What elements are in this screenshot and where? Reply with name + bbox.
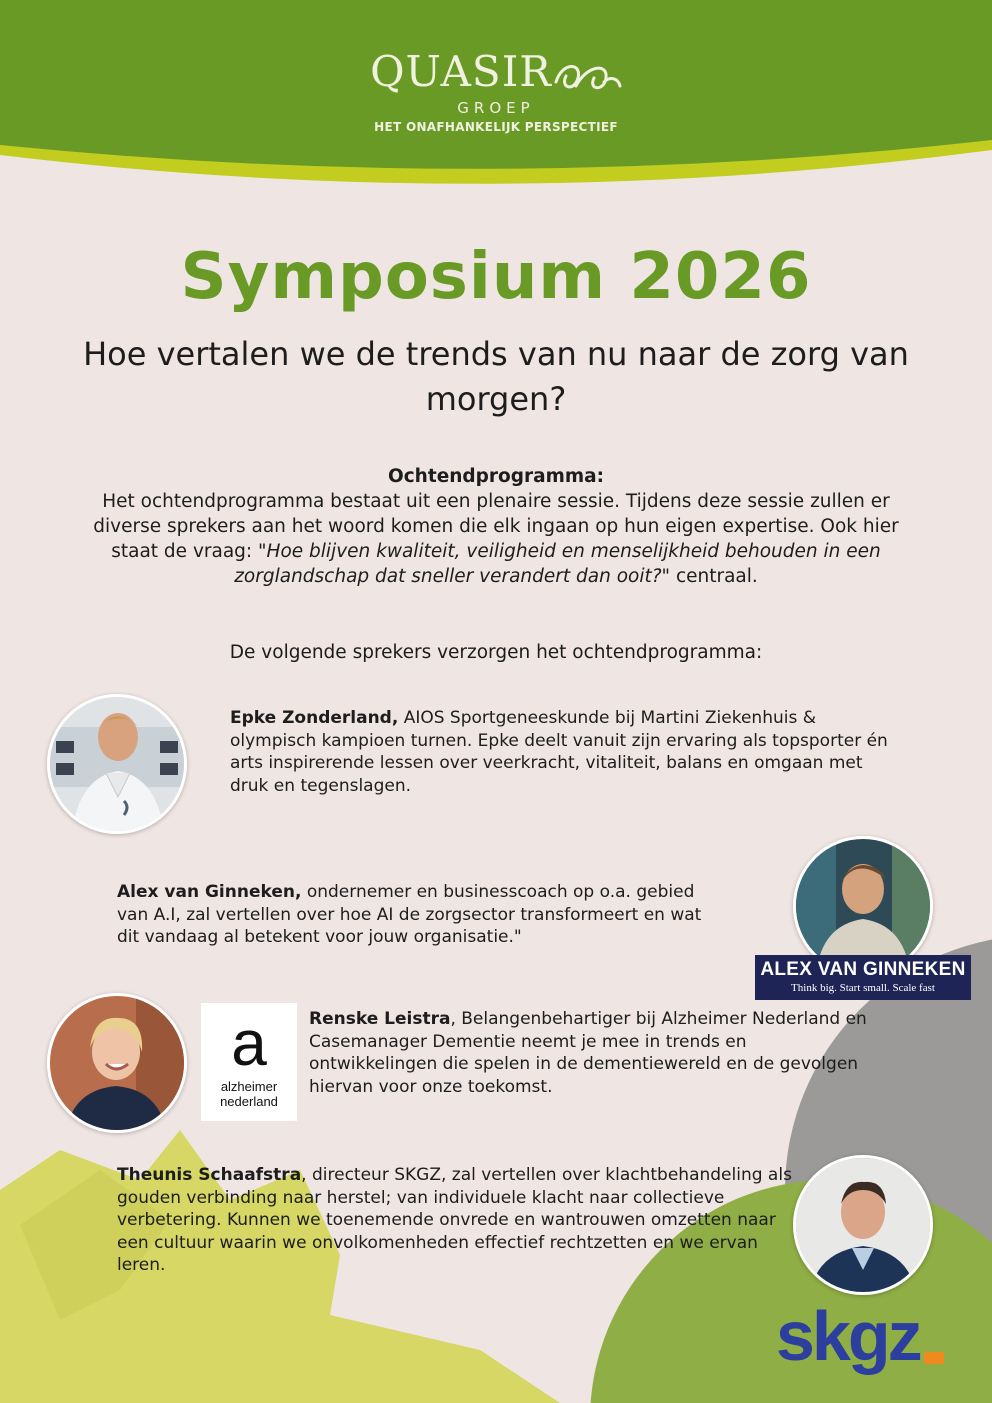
alzheimer-nederland-logo	[201, 1003, 297, 1121]
page-subtitle: Hoe vertalen we de trends van nu naar de zorg van morgen?	[83, 335, 909, 418]
intro-text: Het ochtendprogramma bestaat uit een plenaire sessie. Tijdens deze sessie zullen er diverse sprekers aan het woord komen die elk ingaan op hun eigen expertise. Ook hier staat de vraag:	[93, 491, 899, 562]
speaker-alex-text	[117, 881, 727, 949]
alzheimer-logo-line2: nederland	[220, 1094, 278, 1109]
speaker-bio: AIOS Sportgeneeskunde bij Martini Ziekenhuis & olympisch kampioen turnen. Epke deelt vanuit zijn ervaring als topsporter én arts inspirerende lessen over veerkracht, vitaliteit, balans en omgaan met druk en tegenslagen.	[230, 708, 888, 796]
skgz-logo: skgz	[776, 1297, 920, 1375]
logo-wordmark: QUASIR	[370, 47, 552, 96]
page-title: Symposium 2026	[180, 240, 812, 314]
speaker-name: Alex van Ginneken,	[117, 882, 302, 902]
intro-section	[70, 464, 922, 589]
speaker-name: Epke Zonderland,	[230, 708, 399, 728]
logo-tagline: HET ONAFHANKELIJK PERSPECTIEF	[374, 120, 618, 134]
speaker-name: Renske Leistra	[309, 1009, 451, 1029]
alzheimer-logo-text	[201, 1079, 297, 1109]
speaker-renske-text	[309, 1008, 869, 1098]
alzheimer-logo-line1: alzheimer	[220, 1079, 278, 1094]
intro-paragraph	[70, 489, 922, 589]
alzheimer-letter-icon: a	[231, 1007, 267, 1079]
quasir-logo	[0, 48, 992, 136]
alex-brand-logo	[755, 955, 971, 1000]
alex-brand-tagline: Think big. Start small. Scale fast	[791, 982, 935, 994]
speaker-epke-text	[230, 707, 895, 797]
speaker-bio: ondernemer en businesscoach op o.a. gebied van A.I, zal vertellen over hoe AI de zorgsector transformeert en wat dit vandaag al betekent voor jouw organisatie."	[117, 882, 702, 948]
intro-heading: Ochtendprogramma:	[387, 466, 605, 487]
logo-name	[370, 48, 622, 96]
avatar-renske	[47, 993, 187, 1133]
avatar-epke	[47, 694, 187, 834]
intro-quote: "Hoe blijven kwaliteit, veiligheid en menselijkheid behouden in een zorglandschap dat sneller verandert dan ooit?"	[234, 541, 881, 587]
speaker-name: Theunis Schaafstra	[117, 1165, 302, 1185]
logo-swirl-icon	[552, 52, 622, 98]
alex-brand-name: ALEX VAN GINNEKEN	[760, 959, 966, 980]
speaker-bio: , Belangenbehartiger bij Alzheimer Nederland en Casemanager Dementie neemt je mee in trends en ontwikkelingen die spelen in de dementiewereld en de gevolgen hiervan voor onze toekomst.	[309, 1009, 867, 1097]
speaker-theunis-text	[117, 1164, 797, 1277]
speakers-intro: De volgende sprekers verzorgen het ochtendprogramma:	[229, 642, 763, 663]
skgz-logo-accent	[924, 1352, 944, 1364]
intro-text-end: centraal.	[670, 566, 758, 587]
avatar-theunis	[793, 1155, 933, 1295]
speaker-bio: , directeur SKGZ, zal vertellen over klachtbehandeling als gouden verbinding naar herstel; van individuele klacht naar collectieve verbetering. Kunnen we toenemende onvrede en wantrouwen omzetten naar een cultuur waarin we onvolkomenheden effectief rechtzetten en we ervan leren.	[117, 1165, 792, 1276]
logo-subtitle: GROEP	[457, 99, 535, 117]
